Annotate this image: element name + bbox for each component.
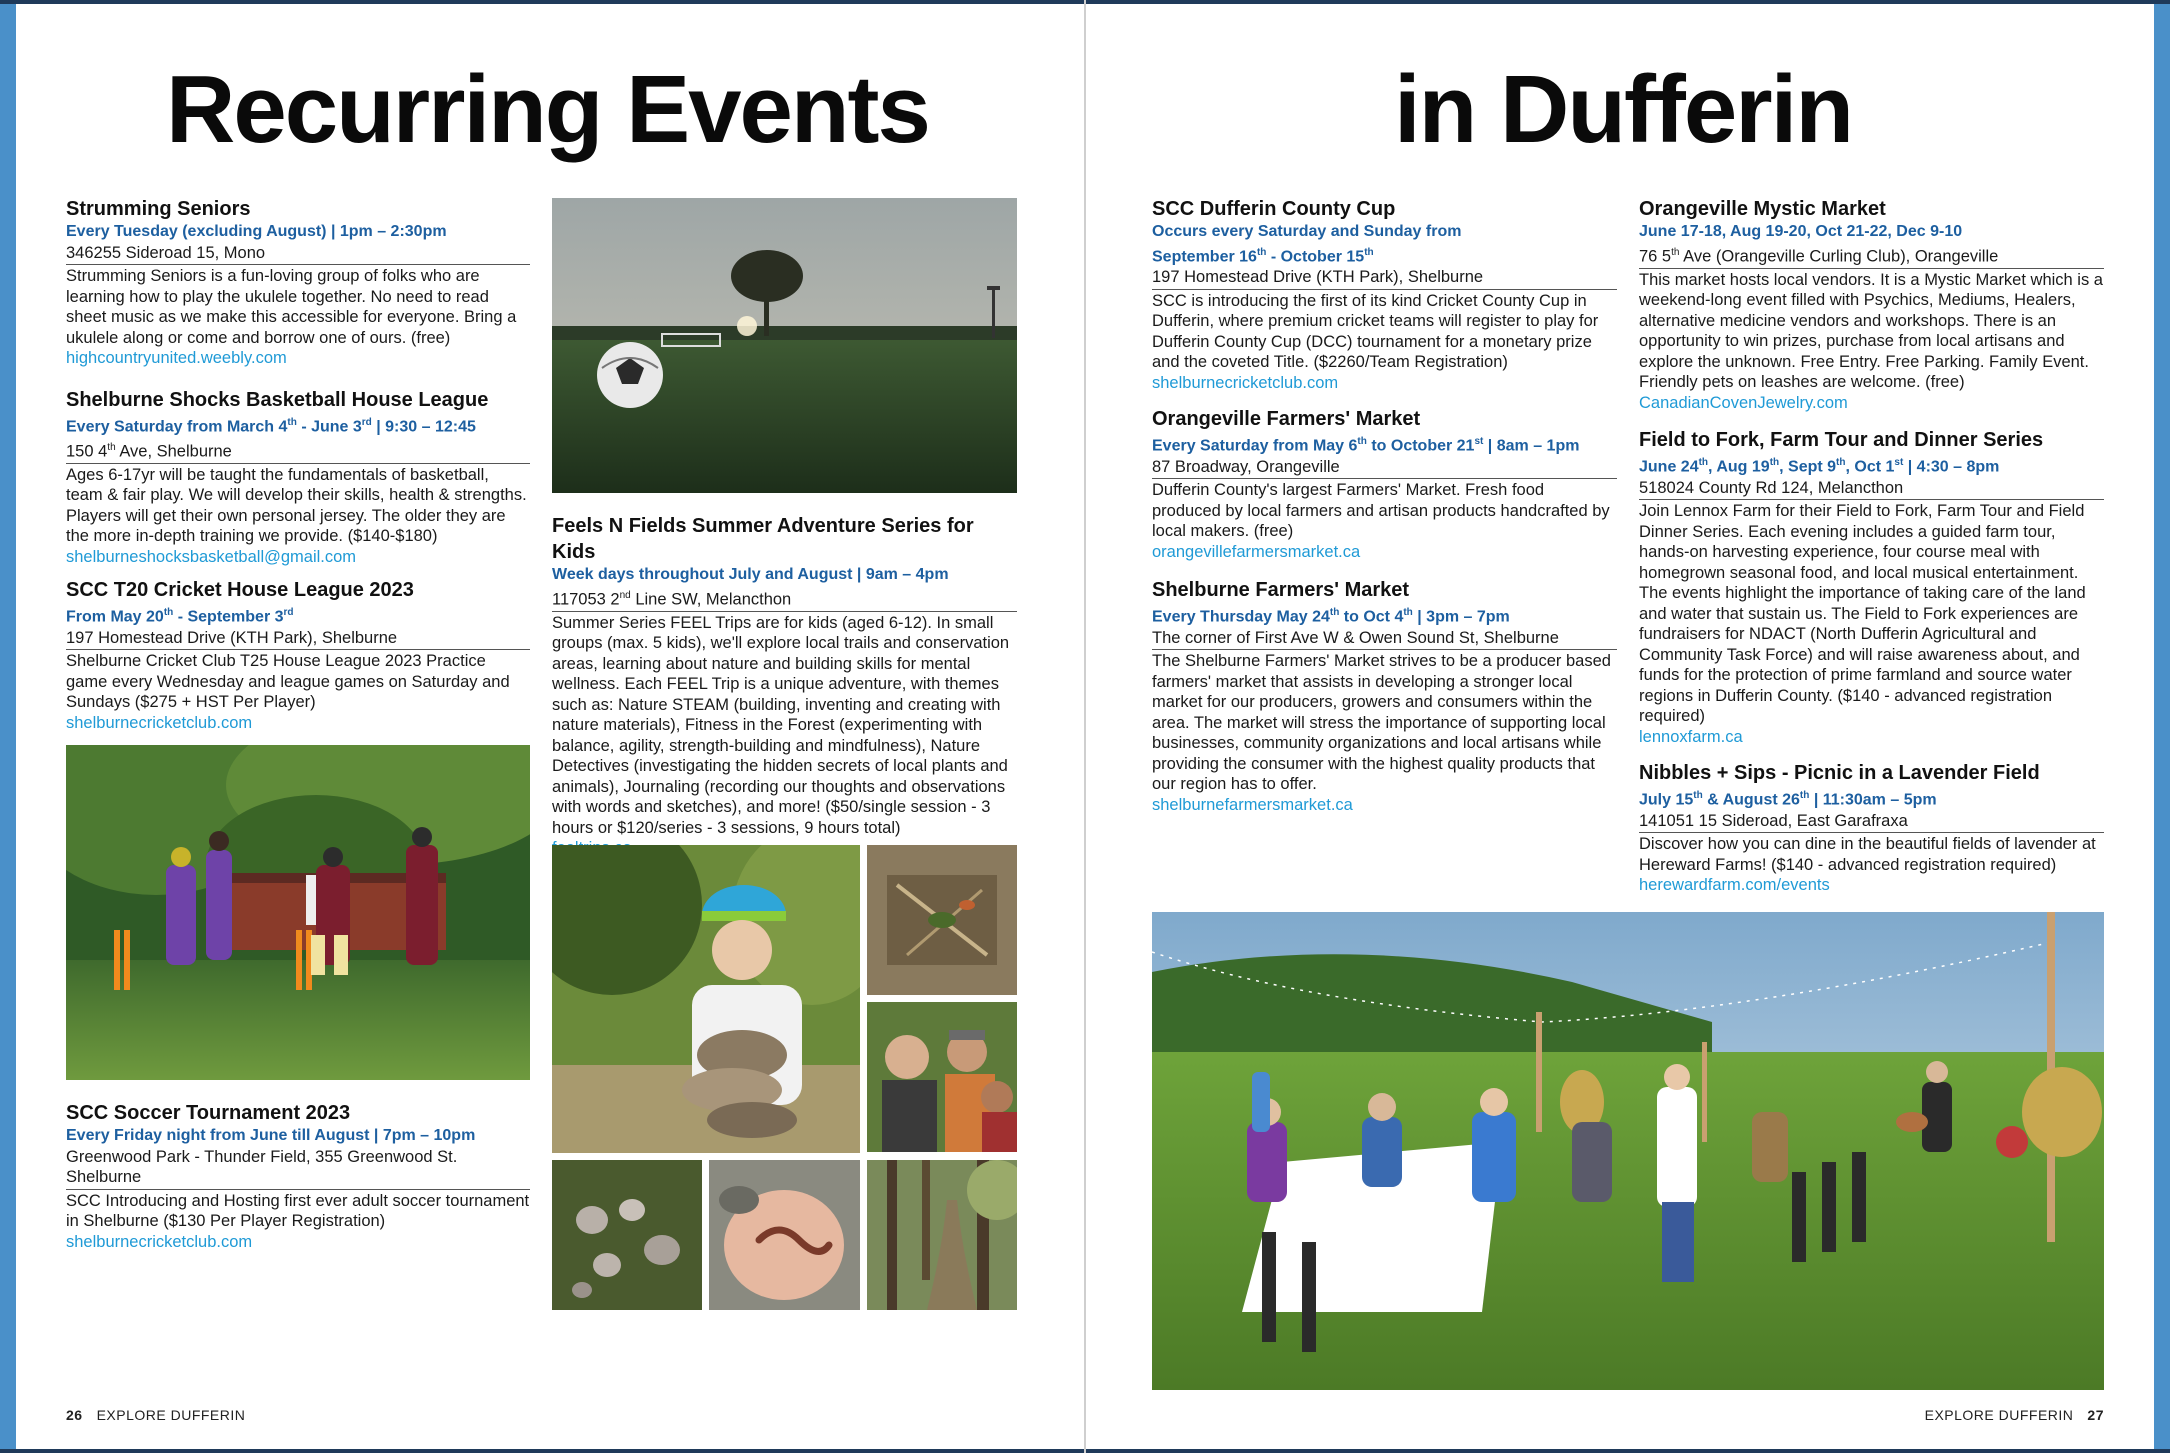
event-description: Discover how you can dine in the beautiful fields of lavender at Hereward Farms! ($140 - advanced registration required) [1639, 835, 2096, 874]
footer-left [66, 1407, 245, 1423]
event-when: Week days throughout July and August | 9am – 4pm [552, 566, 949, 583]
event-description: SCC is introducing the first of its kind Cricket County Cup in Dufferin, where premium cricket teams will register to play for Dufferin County Cup (DCC) tournament for a monetary prize and the coveted Title. ($2260/Team Registration) [1152, 291, 1599, 372]
page-number-right: 27 [2087, 1407, 2104, 1423]
page-number-left: 26 [66, 1407, 83, 1423]
event-link[interactable]: shelburnecricketclub.com [66, 713, 253, 732]
event-address: 76 5th Ave (Orangeville Curling Club), Orangeville [1639, 243, 2104, 269]
event-link[interactable]: highcountryunited.weebly.com [66, 349, 287, 367]
farm-dinner-photo [1152, 912, 2104, 1390]
hand-holding-worm-photo [709, 1160, 860, 1310]
event-link[interactable]: orangevillefarmersmarket.ca [1152, 542, 1361, 561]
event-strumming-seniors [66, 196, 530, 369]
event-link[interactable]: shelburnecricketclub.com [1152, 373, 1339, 392]
event-title: SCC T20 Cricket House League 2023 [66, 579, 414, 601]
event-title: Field to Fork, Farm Tour and Dinner Series [1639, 429, 2044, 451]
cricket-match-photo [66, 745, 530, 1080]
event-address: 197 Homestead Drive (KTH Park), Shelburne [66, 628, 530, 651]
event-when: Every Tuesday (excluding August) | 1pm – 2:30pm [66, 223, 447, 240]
event-when: June 24th, Aug 19th, Sept 9th, Oct 1st | 4:30 – 8pm [1639, 457, 2000, 476]
event-nibbles-sips [1639, 760, 2104, 896]
event-address: 346255 Sideroad 15, Mono [66, 243, 530, 266]
event-link[interactable]: shelburnecricketclub.com [66, 1232, 253, 1251]
event-description: This market hosts local vendors. It is a Mystic Market which is a weekend-long event filled with Psychics, Mediums, Healers, alternative medicine vendors and workshops. There is an opportunity to win prizes, purchase from local artisans and explore the unknown. Free Entry. Free Parking. Family Event. Friendly pets on leashes are welcome. (free) [1639, 270, 2103, 391]
event-field-to-fork [1639, 427, 2104, 747]
event-when: Every Saturday from March 4th - June 3rd | 9:30 – 12:45 [66, 417, 476, 436]
event-title: Strumming Seniors [66, 198, 251, 220]
event-address: 150 4th Ave, Shelburne [66, 438, 530, 464]
event-title: Orangeville Mystic Market [1639, 198, 1886, 220]
event-description: Dufferin County's largest Farmers' Market. Fresh food produced by local farmers and artisan products handcrafted by local makers. (free) [1152, 481, 1610, 541]
event-link[interactable]: CanadianCovenJewelry.com [1639, 393, 1848, 412]
page-gutter [1084, 0, 1086, 1453]
event-when: July 15th & August 26th | 11:30am – 5pm [1639, 790, 1937, 809]
event-link[interactable]: herewardfarm.com/events [1639, 876, 1830, 895]
event-title: Shelburne Farmers' Market [1152, 579, 1410, 601]
event-when: Every Thursday May 24th to Oct 4th | 3pm – 7pm [1152, 607, 1510, 626]
event-address: 141051 15 Sideroad, East Garafraxa [1639, 811, 2104, 834]
event-title: Nibbles + Sips - Picnic in a Lavender Field [1639, 762, 2040, 784]
event-link[interactable]: lennoxfarm.ca [1639, 727, 1743, 746]
event-title: Shelburne Shocks Basketball House League [66, 389, 489, 411]
footer-label-right: EXPLORE DUFFERIN [1924, 1407, 2074, 1423]
event-description: Summer Series FEEL Trips are for kids (aged 6-12). In small groups (max. 5 kids), we'll explore local trails and conservation areas, learning about nature and building skills for mental wellness. Each FEEL Trip is a unique adventure, with themes such as: Nature STEAM (building, inventing and creating with nature materials), Fitness in the Forest (experimenting with balance, agility, strength-building and mindfulness), Nature Detectives (investigating the hidden secrets of local plants and animals), Journaling (recording our thoughts and observations with words and sketches), and more! ($50/single session - 3 hours or $120/series - 3 sessions, 9 hours total) [552, 613, 1010, 837]
event-link[interactable]: shelburneshocksbasketball@gmail.com [66, 547, 357, 566]
forest-trail-photo [867, 1160, 1017, 1310]
event-shelburne-shocks [66, 387, 530, 567]
event-title: Feels N Fields Summer Adventure Series for Kids [552, 515, 974, 563]
mushrooms-photo [552, 1160, 702, 1310]
event-description: The Shelburne Farmers' Market strives to be a producer based farmers' market that assists in developing a stronger local market for our producers, growers and consumers within the area. The market will stress the importance of supporting local businesses, community organizations and local artisans while providing the consumer with the highest quality products that our region has to offer. [1152, 652, 1611, 794]
event-title: SCC Dufferin County Cup [1152, 198, 1396, 220]
event-description: Shelburne Cricket Club T25 House League 2023 Practice game every Wednesday and league games on Saturday and Sundays ($275 + HST Per Player) [66, 652, 510, 712]
event-orangeville-farmers-market [1152, 406, 1617, 562]
event-address: 87 Broadway, Orangeville [1152, 457, 1617, 480]
event-address: 518024 County Rd 124, Melancthon [1639, 478, 2104, 501]
event-when: June 17-18, Aug 19-20, Oct 21-22, Dec 9-10 [1639, 223, 1963, 240]
event-address: Greenwood Park - Thunder Field, 355 Greenwood St. Shelburne [66, 1147, 530, 1190]
event-when: Occurs every Saturday and Sunday from September 16th - October 15th [1152, 223, 1462, 265]
soccer-ball-field-photo [552, 198, 1017, 493]
event-shelburne-farmers-market [1152, 577, 1617, 815]
event-scc-soccer-tournament [66, 1100, 530, 1252]
event-scc-dufferin-county-cup [1152, 196, 1617, 393]
page-title-right: in Dufferin [1394, 56, 1852, 163]
event-orangeville-mystic-market [1639, 196, 2104, 413]
left-edge-bar [0, 0, 16, 1453]
event-when: Every Saturday from May 6th to October 21st | 8am – 1pm [1152, 436, 1580, 455]
right-edge-bar [2154, 0, 2170, 1453]
event-title: SCC Soccer Tournament 2023 [66, 1102, 351, 1124]
event-description: Strumming Seniors is a fun-loving group of folks who are learning how to play the ukulele together. No need to read sheet music as we make this accessible for everyone. Bring a ukulele along or come and borrow one of ours. (free) [66, 267, 517, 347]
child-holding-rocks-photo [552, 845, 860, 1153]
footer-right [1925, 1407, 2104, 1423]
footer-label-left: EXPLORE DUFFERIN [96, 1407, 246, 1423]
event-scc-t20-cricket [66, 577, 530, 733]
kids-group-outdoors-photo [867, 1002, 1017, 1152]
event-title: Orangeville Farmers' Market [1152, 408, 1421, 430]
page-title-left: Recurring Events [166, 56, 929, 163]
event-when: Every Friday night from June till August | 7pm – 10pm [66, 1127, 476, 1144]
event-link[interactable]: shelburnefarmersmarket.ca [1152, 795, 1353, 814]
event-address: 197 Homestead Drive (KTH Park), Shelburne [1152, 267, 1617, 290]
event-address: 117053 2nd Line SW, Melancthon [552, 586, 1017, 612]
nature-sticks-craft-photo [867, 845, 1017, 995]
event-feels-n-fields [552, 513, 1017, 859]
event-description: Ages 6-17yr will be taught the fundamentals of basketball, team & fair play. We will develop their skills, health & strengths. Players will get their own personal jersey. The older they are the more in-depth training we provide. ($140-$180) [66, 465, 527, 546]
event-when: From May 20th - September 3rd [66, 607, 294, 626]
event-address: The corner of First Ave W & Owen Sound St, Shelburne [1152, 628, 1617, 651]
event-description: Join Lennox Farm for their Field to Fork, Farm Tour and Field Dinner Series. Each evening includes a guided farm tour, hands-on harvesting experience, four course meal with homegrown seasonal food, and local musical entertainment. The events highlight the importance of taking care of the land and water that sustain us. The Field to Fork experiences are fundraisers for NDACT (North Dufferin Agricultural and Community Task Force) and will raise awareness about, and funds for the protection of prime farmland and source water regions in Dufferin County. ($140 - advanced registration required) [1639, 502, 2086, 726]
event-description: SCC Introducing and Hosting first ever adult soccer tournament in Shelburne ($130 Per Player Registration) [66, 1191, 530, 1230]
